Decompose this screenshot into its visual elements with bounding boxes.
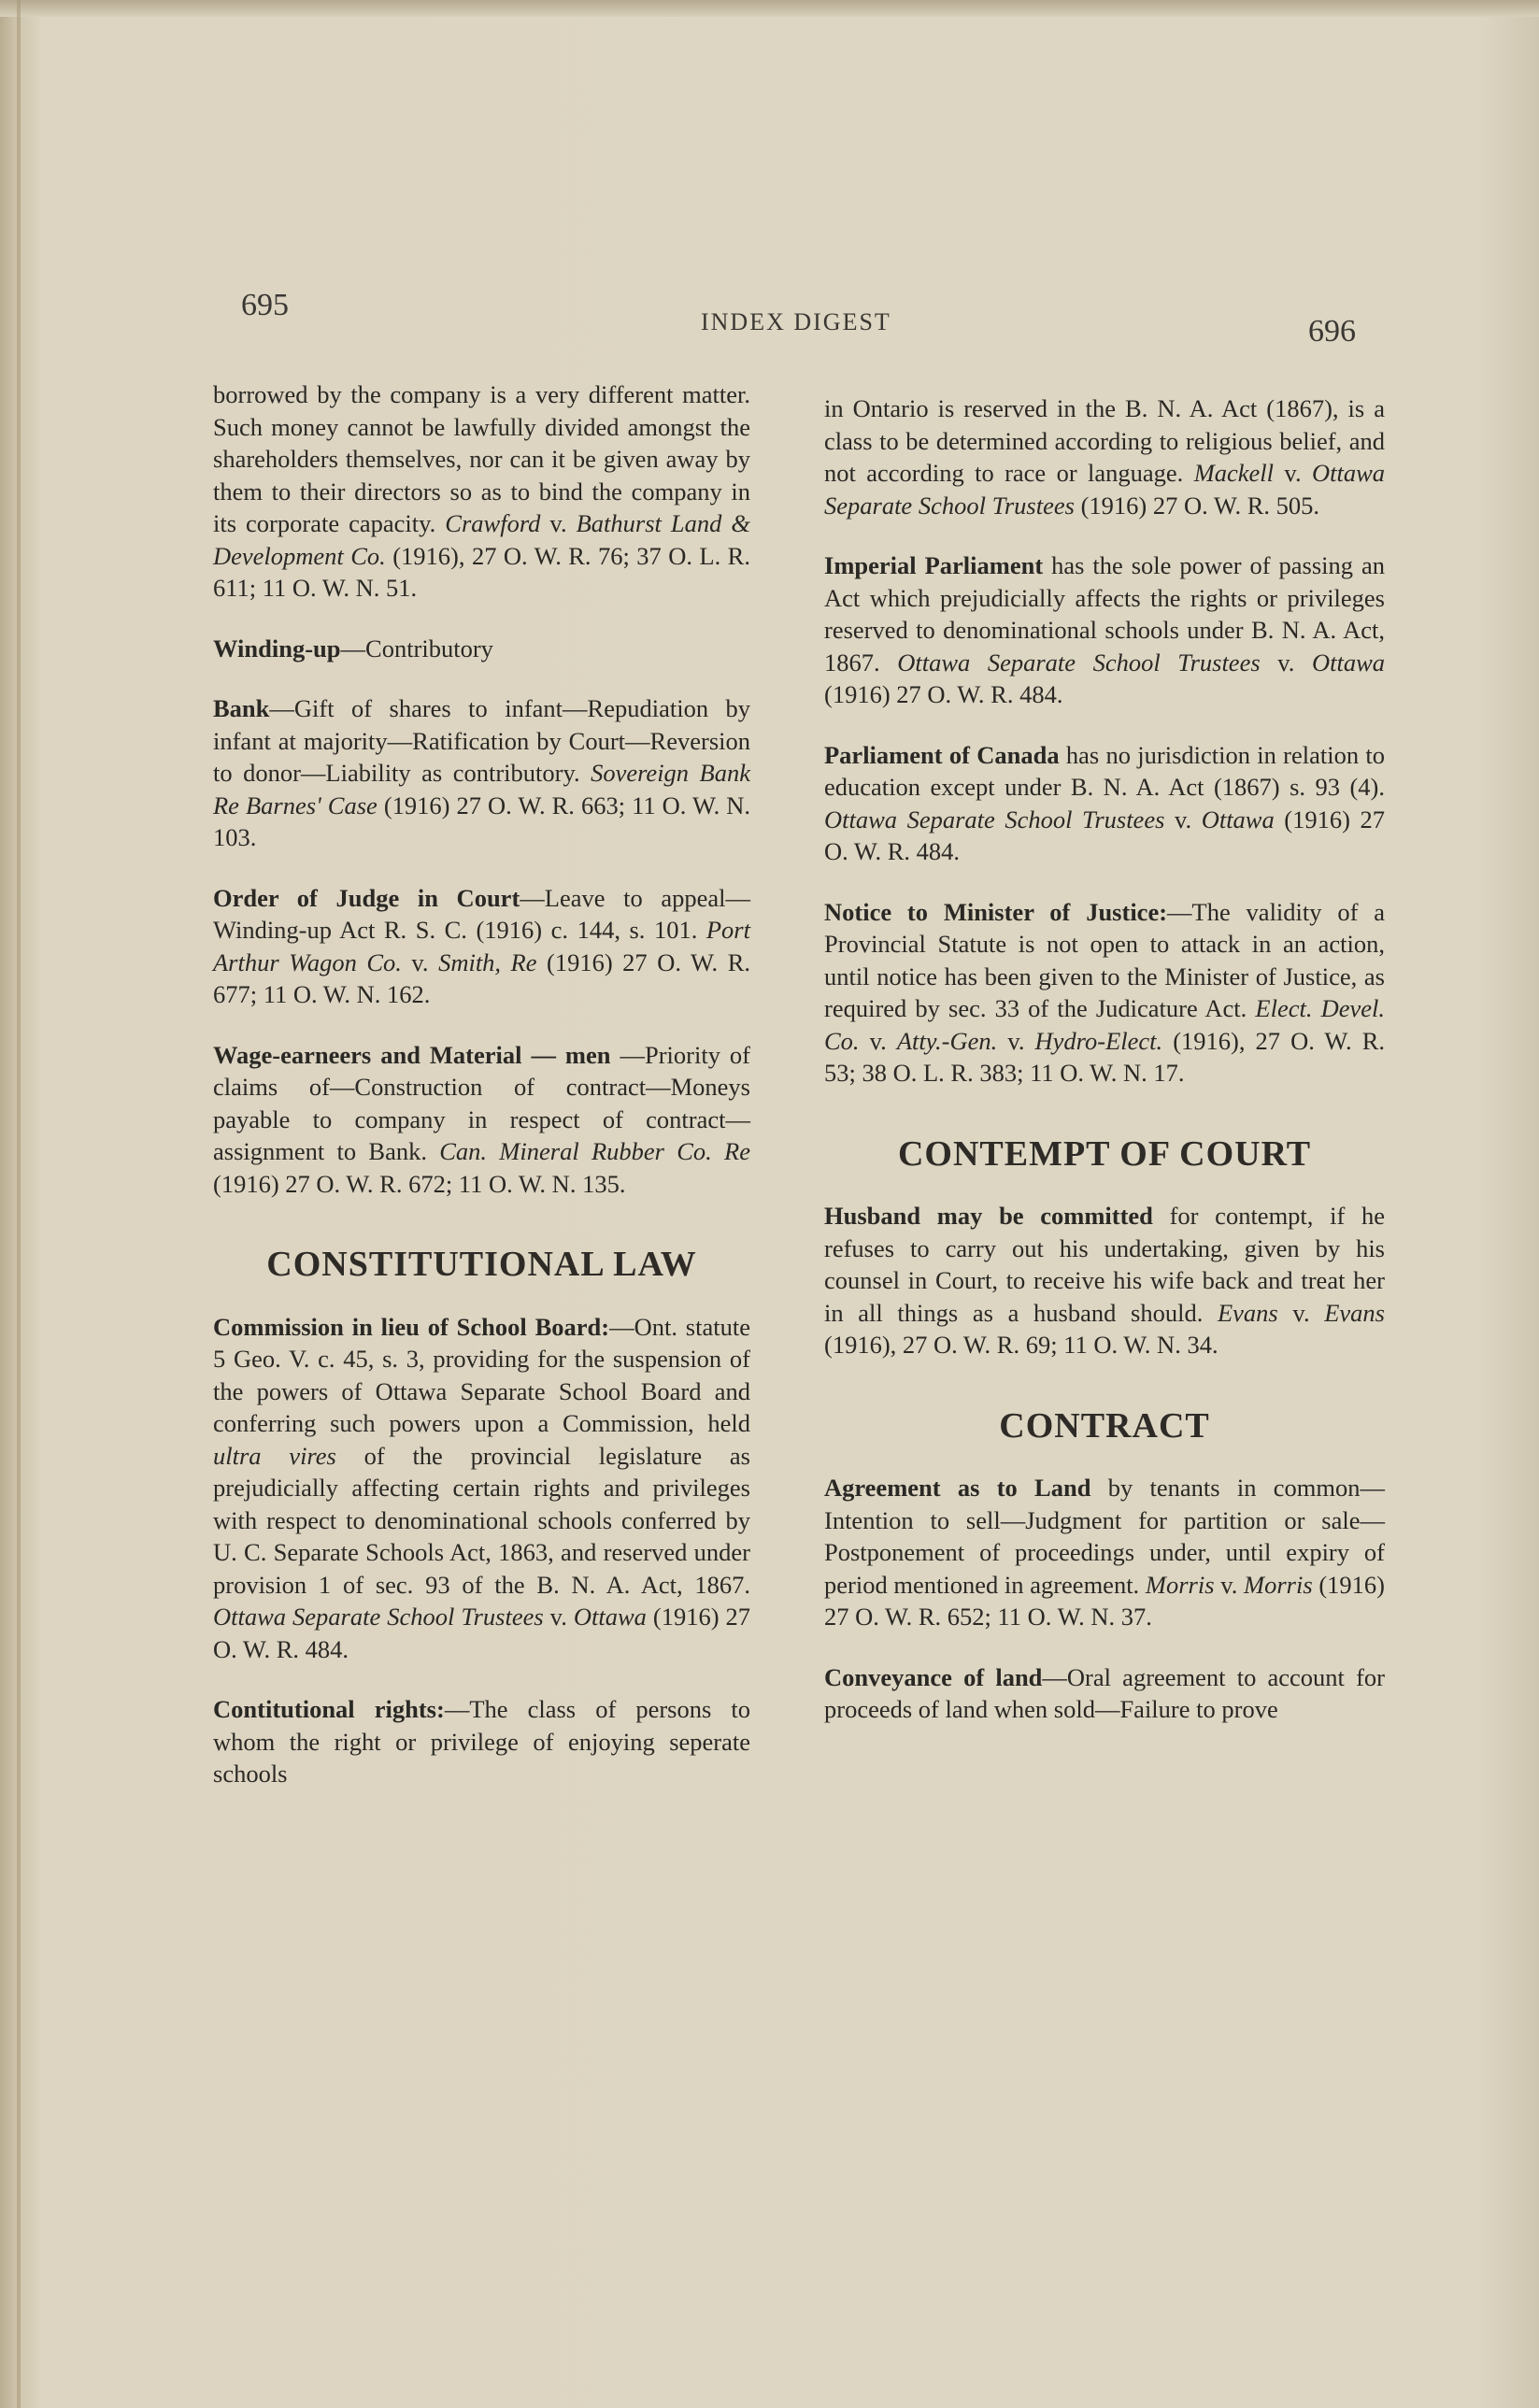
entry-text: (1916), 27 O. W. R. 53; 38 O. L. R. 383; 11 O. W. N. 17. <box>824 1026 1385 1087</box>
digest-entry <box>213 378 750 605</box>
entry-text: has the sole power of passing an Act which prejudicially affects the rights or privileges reserved to denominational schools under B. N. A. Act, 1867. <box>824 551 1385 677</box>
entry-text: (1916) 27 O. W. R. 484. <box>824 805 1386 865</box>
entry-text: v. <box>540 509 577 537</box>
entry-keyword: Agreement as to Land <box>824 1474 1091 1502</box>
page-top-edge <box>0 0 1539 17</box>
case-name: Ottawa Separate School Trustees <box>824 459 1385 520</box>
digest-entry <box>824 1472 1385 1633</box>
left-column <box>213 378 750 1818</box>
digest-entry <box>824 739 1385 868</box>
entry-text: (1916), 27 O. W. R. 69; 11 O. W. N. 34. <box>824 1331 1218 1359</box>
entry-text: v. <box>997 1026 1035 1055</box>
digest-entry <box>213 692 750 854</box>
case-name: Atty.-Gen. <box>896 1026 998 1055</box>
digest-entry <box>824 392 1385 521</box>
case-name: Mackell <box>1193 459 1275 487</box>
case-name: Smith, Re <box>438 948 537 976</box>
entry-text: v. <box>859 1026 897 1055</box>
entry-text: of the provincial legislature as prejudicially affecting certain rights and privileges with respect to denominational schools conferred by U. C. Separate Schools Act, 1863, and reserved under provision 1 of sec. 93 of the B. N. A. Act, 1867. <box>213 1441 750 1599</box>
entry-keyword: Notice to Minister of Justice: <box>824 897 1168 926</box>
entry-text: v. <box>1274 459 1312 487</box>
entry-keyword: Bank <box>213 694 270 722</box>
entry-text: —The validity of a Provincial Statute is not open to attack in an action, until notice has been given to the Minister of Justice, as required by sec. 33 of the Judicature Act. <box>824 897 1385 1022</box>
case-name: Morris <box>1145 1570 1215 1599</box>
entry-text: (1916) 27 O. W. R. 672; 11 O. W. N. 135. <box>213 1169 626 1198</box>
case-name: Elect. Devel. Co. <box>824 994 1385 1055</box>
entry-text: (1916) 27 O. W. R. 663; 11 O. W. N. 103. <box>213 791 750 851</box>
digest-entry <box>213 882 750 1011</box>
case-name: Evans <box>1217 1298 1278 1327</box>
entry-text: (1916) 27 O. W. R. 652; 11 O. W. N. 37. <box>824 1570 1385 1631</box>
entry-text: (1916) 27 O. W. R. 484. <box>213 1603 751 1663</box>
entry-text: (1916) 27 O. W. R. 677; 11 O. W. N. 162. <box>213 948 750 1008</box>
case-name: Bathurst Land & Development Co. <box>213 509 751 570</box>
page-number-right: 696 <box>1308 314 1356 349</box>
case-name: Ottawa Separate School Trustees <box>824 805 1165 834</box>
entry-text: —The class of persons to whom the right or privilege of enjoying seperate schools <box>213 1695 750 1788</box>
entry-text: —Leave to appeal—Winding-up Act R. S. C. (1916) c. 144, s. 101. <box>213 883 750 944</box>
entry-keyword: Parliament of Canada <box>824 740 1060 769</box>
case-name: Hydro-Elect. <box>1034 1026 1163 1055</box>
case-name: Ottawa Separate School Trustees <box>213 1603 544 1631</box>
digest-entry <box>824 1661 1385 1726</box>
entry-text: (1916) 27 O. W. R. 484. <box>824 680 1063 708</box>
entry-text: —Ont. statute 5 Geo. V. c. 45, s. 3, providing for the suspension of the powers of Ottawa Separate School Board and conferring such powers upon a Commission, held <box>213 1312 750 1437</box>
entry-text: borrowed by the company is a very different matter. Such money cannot be lawfully divided amongst the shareholders themselves, nor can it be given away by them to their directors so as to bind the company in its corporate capacity. <box>213 380 750 537</box>
entry-keyword: Wage-earneers and Material — men <box>213 1040 611 1069</box>
digest-entry <box>824 896 1385 1090</box>
entry-keyword: Winding-up <box>213 634 341 663</box>
section-heading: CONTRACT <box>999 1405 1210 1446</box>
entry-text: v. <box>1164 805 1202 834</box>
entry-keyword: Imperial Parliament <box>824 551 1044 579</box>
case-name: Crawford <box>445 509 541 537</box>
case-name: Can. Mineral Rubber Co. Re <box>439 1137 751 1165</box>
right-column <box>824 392 1385 1754</box>
entry-keyword: Husband may be committed <box>824 1202 1153 1230</box>
entry-keyword: Contitutional rights: <box>213 1695 445 1723</box>
entry-text: in Ontario is reserved in the B. N. A. Act (1867), is a class to be determined according to religious belief, and not according to race or language. <box>824 394 1385 487</box>
entry-text: (1916) 27 O. W. R. 505. <box>1074 491 1320 520</box>
entry-text: has no jurisdiction in relation to education except under B. N. A. Act (1867) s. 93 (4). <box>824 740 1386 801</box>
case-name: Port Arthur Wagon Co. <box>213 916 750 976</box>
entry-text: v. <box>1260 648 1312 677</box>
entry-keyword: Order of Judge in Court <box>213 883 520 912</box>
case-name: Sovereign Bank Re Barnes' Case <box>213 759 750 819</box>
case-name: Ottawa <box>573 1603 647 1631</box>
running-title: INDEX DIGEST <box>701 308 891 335</box>
case-name: ultra vires <box>213 1441 336 1470</box>
entry-keyword: Commission in lieu of School Board: <box>213 1312 610 1341</box>
case-name: Ottawa <box>1311 648 1386 677</box>
entry-text: —Contributory <box>340 634 493 663</box>
case-name: Ottawa Separate School Trustees <box>897 648 1261 677</box>
digest-entry <box>213 1039 750 1201</box>
entry-text: —Gift of shares to infant—Repudiation by infant at majority—Ratification by Court—Reversion to donor—Liability as contributory. <box>213 694 750 787</box>
entry-text: (1916), 27 O. W. R. 76; 37 O. L. R. 611; 11 O. W. N. 51. <box>213 541 750 602</box>
digest-entry <box>213 1693 750 1790</box>
case-name: Evans <box>1324 1298 1385 1327</box>
page-gutter <box>17 0 21 2408</box>
section-heading: CONSTITUTIONAL LAW <box>266 1245 697 1284</box>
case-name: Morris <box>1244 1570 1313 1599</box>
page-number-left: 695 <box>241 288 289 322</box>
entry-keyword: Conveyance of land <box>824 1662 1043 1691</box>
entry-text: v. <box>1214 1570 1245 1599</box>
digest-entry <box>213 633 750 665</box>
case-name: Ottawa <box>1201 805 1275 834</box>
digest-entry <box>213 1311 750 1666</box>
entry-text: v. <box>401 948 439 976</box>
section-heading: CONTEMPT OF COURT <box>897 1133 1312 1174</box>
entry-text: v. <box>1277 1298 1325 1327</box>
entry-text: v. <box>543 1603 574 1631</box>
entry-text: for contempt, if he refuses to carry out his undertaking, given by his counsel in Court, to receive his wife back and treat her in all things as a husband should. <box>824 1202 1385 1327</box>
entry-text: —Oral agreement to account for proceeds of land when sold—Failure to prove <box>824 1662 1385 1723</box>
digest-entry <box>824 1200 1385 1361</box>
digest-entry <box>824 549 1385 711</box>
entry-text: —Priority of claims of—Construction of contract—Moneys payable to company in respect of contract—assignment to Bank. <box>213 1040 750 1165</box>
entry-text: by tenants in common—Intention to sell—Judgment for partition or sale—Postponement of proceedings under, until expiry of period mentioned in agreement. <box>824 1474 1385 1599</box>
